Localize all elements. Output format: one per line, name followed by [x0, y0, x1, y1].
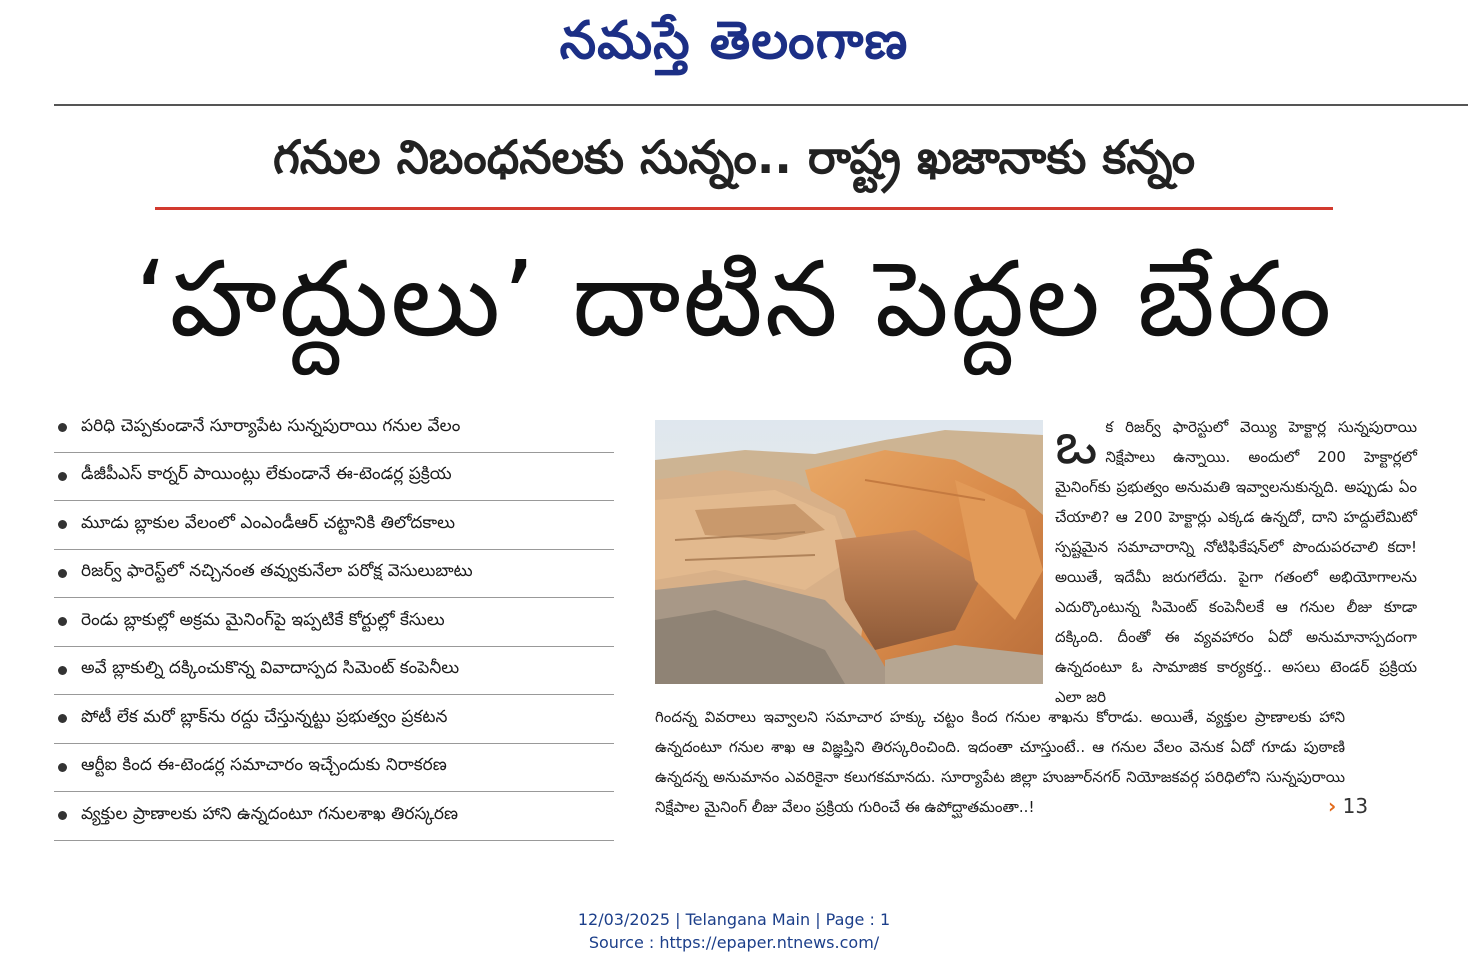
list-item: [54, 404, 614, 453]
list-item: [54, 792, 614, 841]
bullet-icon: [58, 472, 67, 481]
highlight-text: పరిధి చెప్పకుండానే సూర్యాపేట సున్నపురాయి గనుల వేలం: [81, 415, 461, 436]
highlight-text: వ్యక్తుల ప్రాణాలకు హాని ఉన్నదంటూ గనులశాఖ తిరస్కరణ: [81, 803, 459, 824]
list-item: [54, 550, 614, 599]
highlights-list: [54, 404, 614, 841]
bullet-icon: [58, 714, 67, 723]
footer-edition-info: 12/03/2025 | Telangana Main | Page : 1: [577, 910, 891, 929]
kicker-headline: గనుల నిబంధనలకు సున్నం.. రాష్ట్ర ఖజానాకు కన్నం: [272, 130, 1196, 184]
main-headline: ‘హద్దులు’ దాటిన పెద్దల బేరం: [134, 238, 1334, 360]
article-body-bottom: గిందన్న వివరాలు ఇవ్వాలని సమాచార హక్కు చట్టం కింద గనుల శాఖను కోరాడు. అయితే, వ్యక్తుల ప్రాణాలకు హాని ఉన్నదంటూ గనుల శాఖ ఆ విజ్ఞప్తిని తిరస్కరించింది. ఇదంతా చూస్తుంటే.. ఆ గనుల వేలం వెనుక ఏదో గూడు పుఠాణి ఉన్నదన్న అనుమానం ఎవరికైనా కలుగకమానదు. సూర్యాపేట జిల్లా హుజూర్‌నగర్ నియోజకవర్గ పరిధిలోని సున్నపురాయి నిక్షేపాల మైనింగ్ లీజు వేలం ప్రక్రియ గురించే ఈ ఉపోద్ఘాతమంతా..!: [655, 708, 1345, 816]
footer-source: Source : https://epaper.ntnews.com/: [588, 933, 880, 952]
list-item: [54, 598, 614, 647]
highlight-text: మూడు బ్లాకుల వేలంలో ఎంఎండీఆర్ చట్టానికి తిలోదకాలు: [81, 512, 456, 533]
bullet-icon: [58, 617, 67, 626]
highlight-text: రెండు బ్లాకుల్లో అక్రమ మైనింగ్‌పై ఇప్పటికే కోర్టుల్లో కేసులు: [81, 609, 445, 630]
article-body-side: [1055, 409, 1417, 712]
highlight-text: రిజర్వ్ ఫారెస్ట్‌లో నచ్చినంత తవ్వుకునేలా పరోక్ష వెసులుబాటు: [81, 561, 473, 582]
bullet-icon: [58, 811, 67, 820]
header-divider: [54, 104, 1468, 106]
continued-page-link[interactable]: [1328, 794, 1368, 818]
quarry-photo: [655, 420, 1043, 684]
chevron-right-icon: ›: [1328, 794, 1337, 818]
kicker-underline: [155, 207, 1333, 210]
dropcap: ఒ: [1055, 409, 1098, 477]
continued-page-number: 13: [1342, 794, 1369, 818]
bullet-icon: [58, 569, 67, 578]
bullet-icon: [58, 763, 67, 772]
list-item: [54, 453, 614, 502]
list-item: [54, 647, 614, 696]
list-item: [54, 501, 614, 550]
highlight-text: పోటీ లేక మరో బ్లాక్‌ను రద్దు చేస్తున్నట్టు ప్రభుత్వం ప్రకటన: [81, 706, 448, 727]
highlight-text: ఆర్టీఐ కింద ఈ-టెండర్ల సమాచారం ఇచ్చేందుకు నిరాకరణ: [81, 755, 447, 776]
bullet-icon: [58, 520, 67, 529]
highlight-text: డీజీపీఎస్ కార్నర్ పాయింట్లు లేకుండానే ఈ-టెండర్ల ప్రక్రియ: [81, 464, 452, 485]
article-text: క రిజర్వ్ ఫారెస్టులో వెయ్యి హెక్టార్ల సున్నపురాయి నిక్షేపాలు ఉన్నాయి. అందులో 200 హెక్టార్లలో మైనింగ్‌కు ప్రభుత్వం అనుమతి ఇవ్వాలనుకున్నది. అప్పుడు ఏం చేయాలి? ఆ 200 హెక్టార్లు ఎక్కడ ఉన్నదో, దాని హద్దులేమిటో స్పష్టమైన సమాచారాన్ని నోటిఫికేషన్‌లో పొందుపరచాలి కదా! అయితే, ఇదేమీ జరుగలేదు. పైగా గతంలో అభియోగాలను ఎదుర్కొంటున్న సిమెంట్ కంపెనీలకే ఆ గనుల లీజు కూడా దక్కింది. దీంతో ఈ వ్యవహారం ఏదో అనుమానాస్పదంగా ఉన్నదంటూ ఓ సామాజిక కార్యకర్త.. అసలు టెండర్ ప్రక్రియ ఎలా జరి: [1055, 418, 1417, 706]
list-item: [54, 695, 614, 744]
masthead-title: నమస్తే తెలంగాణ: [559, 10, 909, 71]
highlight-text: అవే బ్లాకుల్ని దక్కించుకొన్న వివాదాస్పద సిమెంట్ కంపెనీలు: [81, 658, 460, 679]
bullet-icon: [58, 666, 67, 675]
bullet-icon: [58, 423, 67, 432]
page-footer: [0, 908, 1468, 954]
list-item: [54, 744, 614, 793]
